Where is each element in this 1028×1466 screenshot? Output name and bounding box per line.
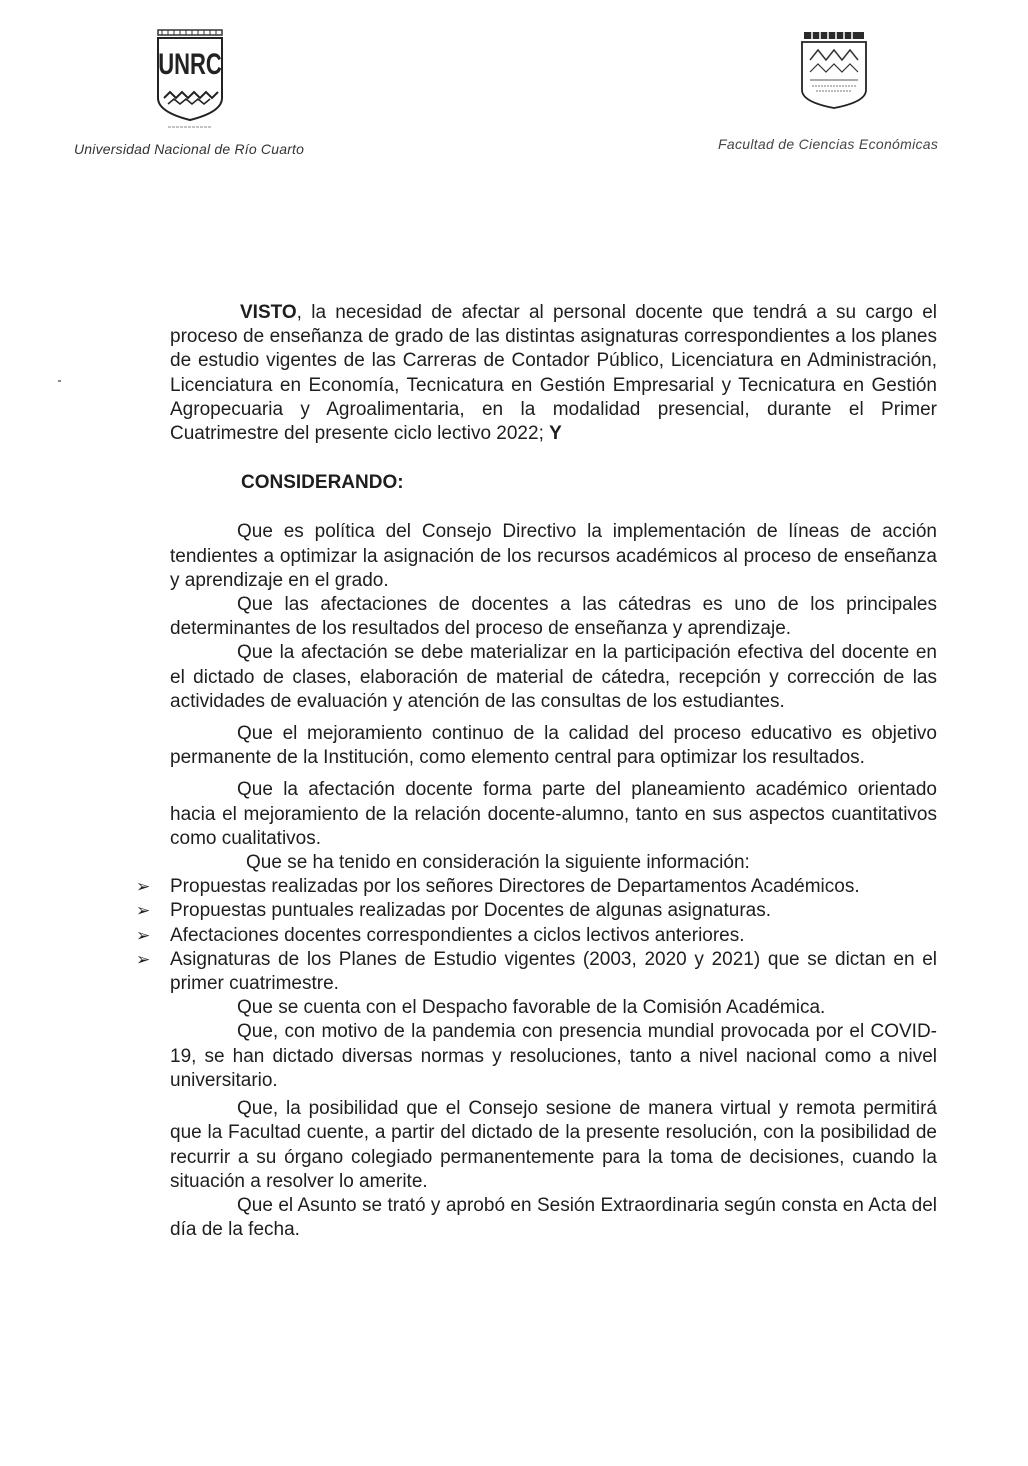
closing-paragraph-2: Que, con motivo de la pandemia con presencia mundial provocada por el COVID-19, se han dictado diversas normas y resoluciones, tanto a nivel nacional como a nivel universitario.	[170, 1021, 937, 1091]
faculty-name: Facultad de Ciencias Económicas	[718, 136, 939, 152]
considerando-paragraph-1: Que es política del Consejo Directivo la implementación de líneas de acción tendientes a optimizar la asignación de los recursos académicos al proceso de enseñanza y aprendizaje en el grado.	[170, 521, 937, 591]
considerando-paragraph-3: Que la afectación se debe materializar en la participación efectiva del docente en el dictado de clases, elaboración de material de cátedra, recepción y corrección de las actividades de evaluación y atención de las consultas de los estudiantes.	[170, 642, 937, 712]
document-body	[136, 301, 937, 1242]
arrow-bullet-icon: ➢	[136, 949, 151, 969]
closing-paragraph-4: Que el Asunto se trató y aprobó en Sesión Extraordinaria según consta en Acta del día de la fecha.	[170, 1194, 937, 1241]
considerando-heading: CONSIDERANDO:	[241, 472, 404, 494]
closing-paragraph-3: Que, la posibilidad que el Consejo sesione de manera virtual y remota permitirá que la Facultad cuente, a partir del dictado de la presente resolución, con la posibilidad de recurrir a su órgano colegiado permanentemente para la toma de decisiones, cuando la situación a resolver lo amerite.	[170, 1098, 937, 1192]
information-list	[136, 875, 937, 996]
considerando-paragraph-5: Que la afectación docente forma parte del planeamiento académico orientado hacia el mejoramiento de la relación docente-alumno, tanto en sus aspectos cuantitativos como cualitativos.	[170, 779, 937, 849]
list-item	[136, 924, 937, 948]
arrow-bullet-icon: ➢	[136, 901, 151, 921]
list-item-text: Asignaturas de los Planes de Estudio vigentes (2003, 2020 y 2021) que se dictan en el primer cuatrimestre.	[170, 948, 937, 995]
considerando-paragraph-2: Que las afectaciones de docentes a las cátedras es uno de los principales determinantes de los resultados del proceso de enseñanza y aprendizaje.	[170, 594, 937, 640]
visto-text: , la necesidad de afectar al personal docente que tendrá a su cargo el proceso de enseñanza de grado de las distintas asignaturas correspondientes a los planes de estudio vigentes de las Carreras de Contador Público, Licenciatura en Administración, Licenciatura en Economía, Tecnicatura en Gestión Empresarial y Tecnicatura en Gestión Agropecuaria y Agroalimentaria, en la modalidad presencial, durante el Primer Cuatrimestre del presente ciclo lectivo 2022;	[170, 302, 937, 445]
closing-paragraph-1: Que se cuenta con el Despacho favorable de la Comisión Académica.	[237, 997, 826, 1019]
arrow-bullet-icon: ➢	[136, 925, 151, 945]
arrow-bullet-icon: ➢	[136, 877, 151, 897]
considerando-paragraph-4: Que el mejoramiento continuo de la calidad del proceso educativo es objetivo permanente de la Institución, como elemento central para optimizar los resultados.	[170, 723, 937, 769]
considerando-paragraph-6: Que se ha tenido en consideración la siguiente información:	[246, 852, 750, 874]
list-item	[136, 899, 937, 923]
visto-paragraph	[170, 301, 937, 446]
list-item-text: Propuestas realizadas por los señores Directores de Departamentos Académicos.	[170, 876, 860, 898]
university-name: Universidad Nacional de Río Cuarto	[74, 141, 305, 157]
list-item	[136, 948, 937, 996]
list-item-text: Propuestas puntuales realizadas por Docentes de algunas asignaturas.	[170, 900, 771, 922]
list-item	[136, 875, 937, 899]
unrc-logo-icon	[154, 28, 226, 132]
list-item-text: Afectaciones docentes correspondientes a ciclos lectivos anteriores.	[170, 924, 745, 946]
scan-mark	[58, 380, 61, 382]
visto-lead: VISTO	[240, 302, 297, 323]
faculty-logo-icon	[798, 30, 870, 110]
unrc-logo-text: UNRC	[158, 46, 222, 81]
visto-tail: Y	[549, 423, 562, 445]
